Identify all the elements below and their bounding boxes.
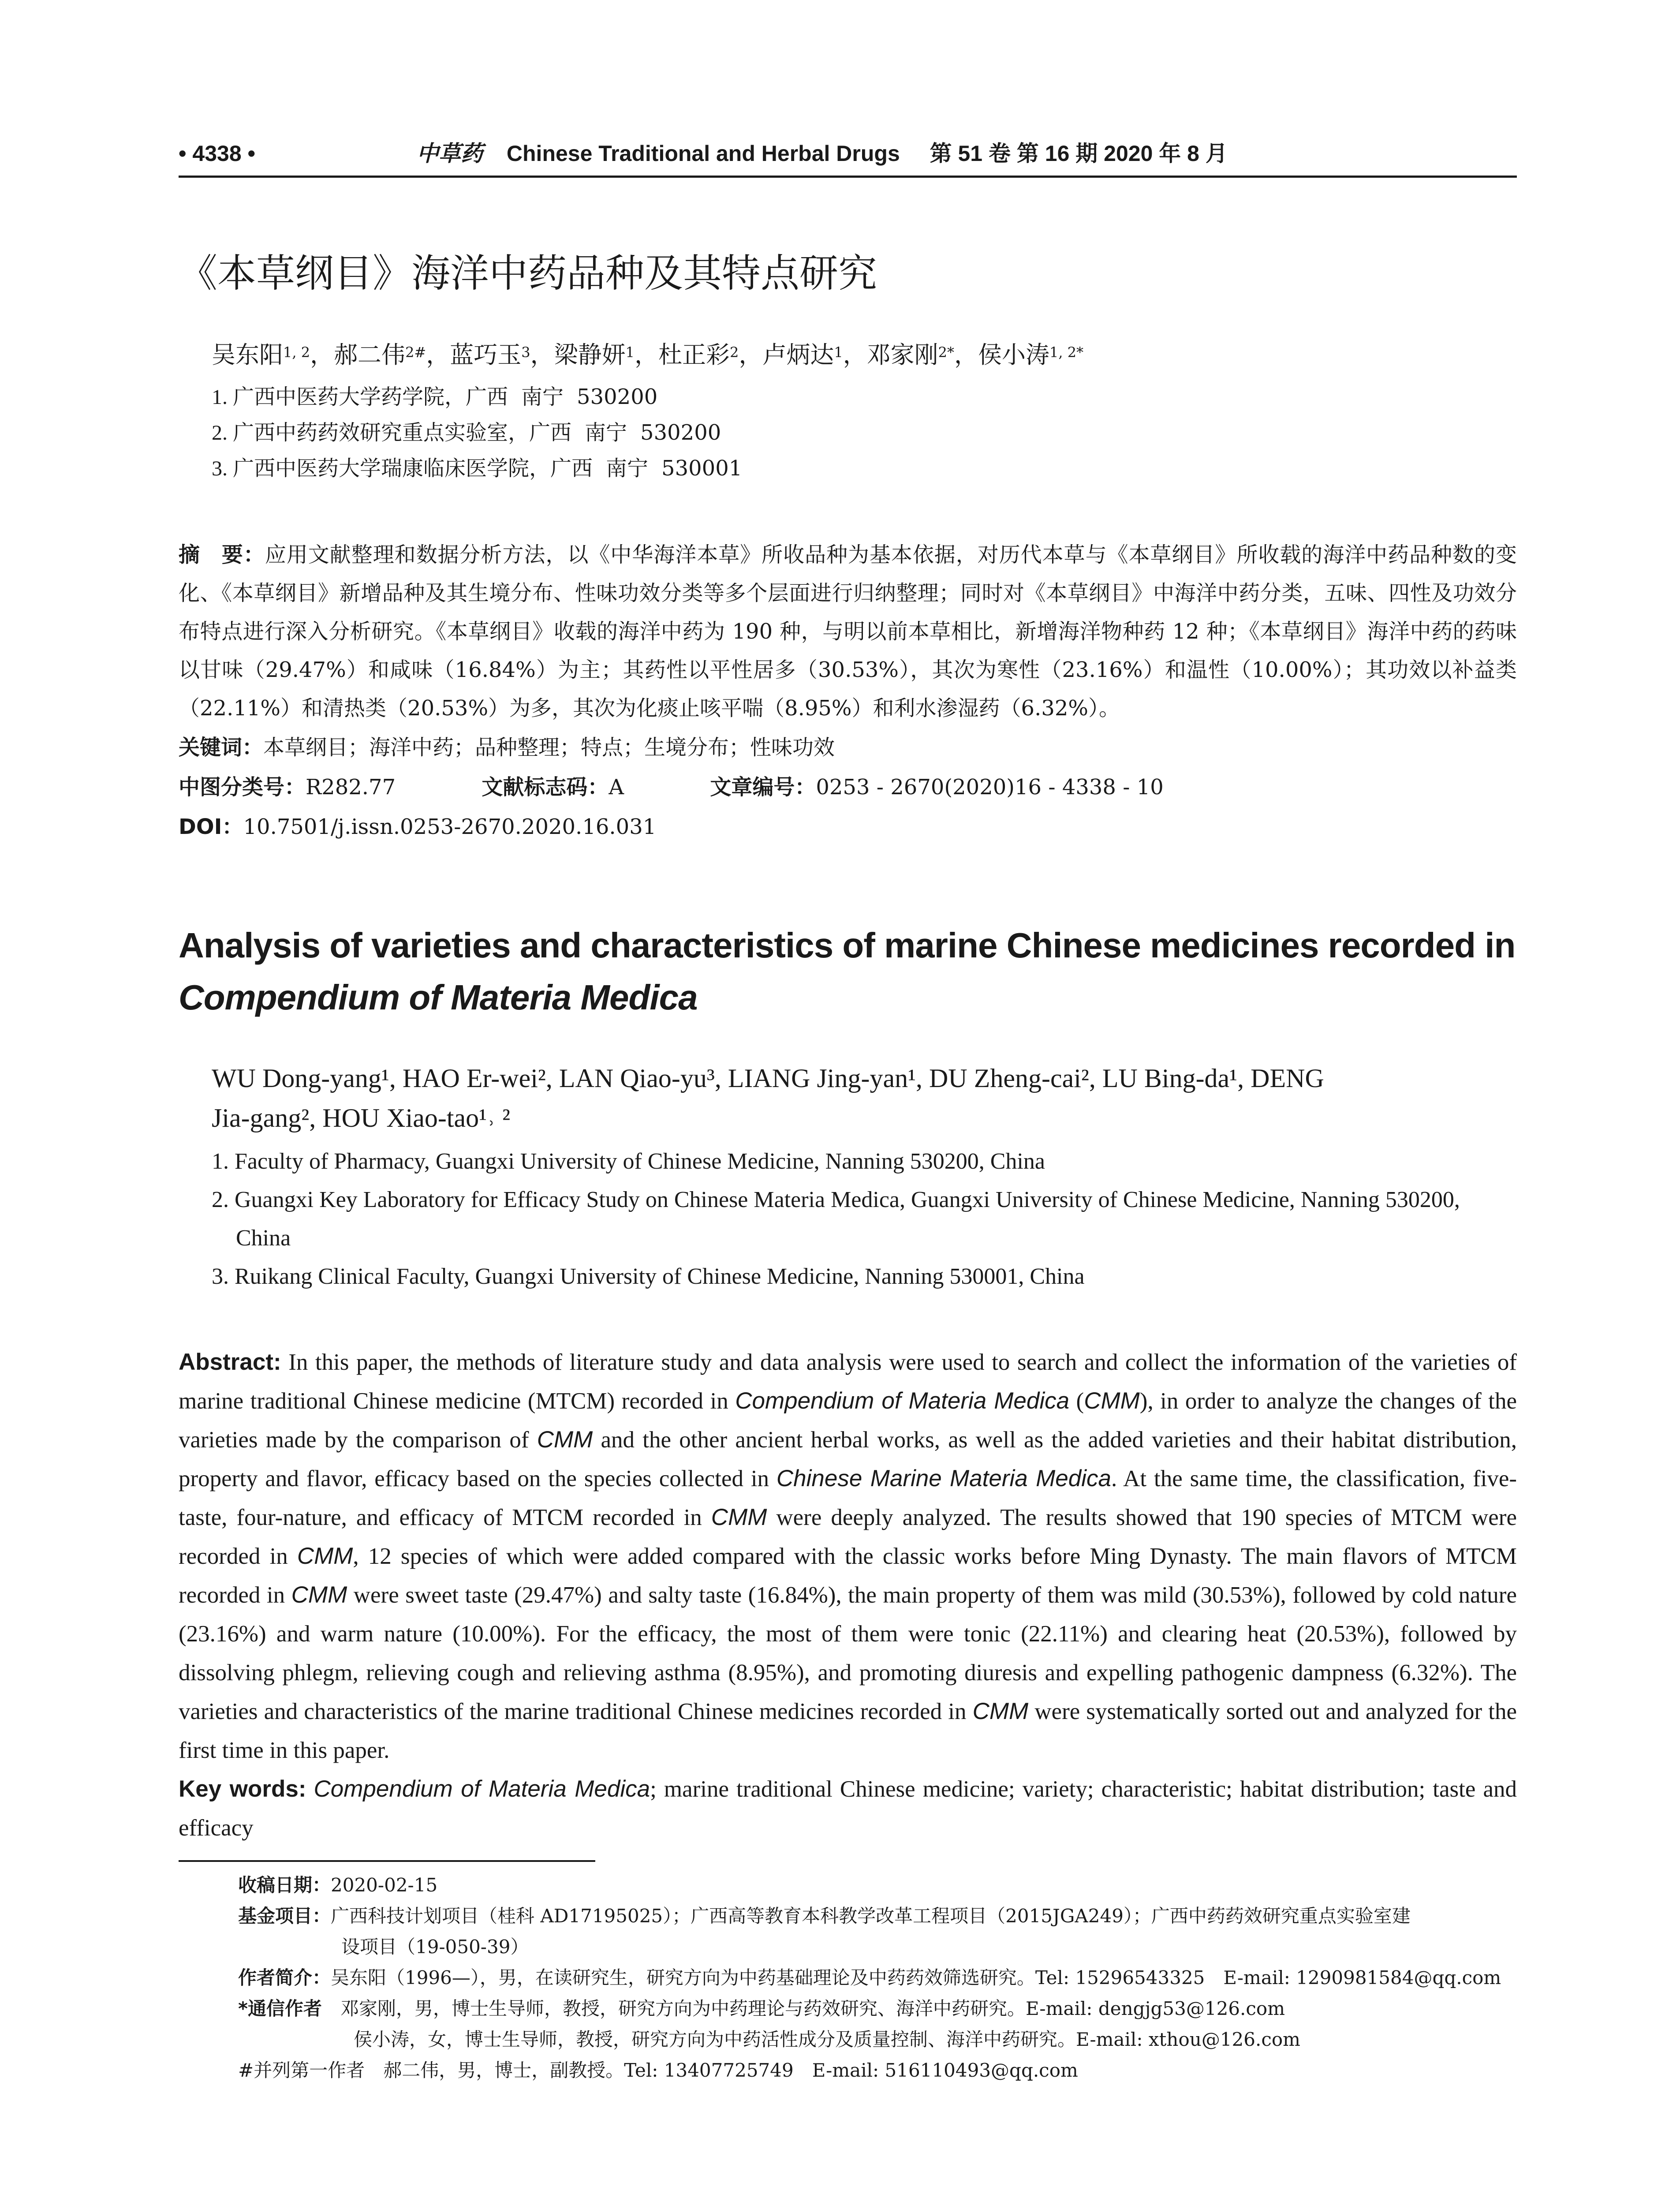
corresponding-author	[238, 1993, 1517, 2024]
fund	[238, 1901, 1517, 1932]
classification-row	[179, 767, 1517, 807]
co-first-author	[238, 2055, 1517, 2086]
author-cn-name: 梁静妍	[554, 341, 626, 369]
abstract-en-text: and the other ancient herbal works, as well as the added varieties and their habitat distribution, property and flavor, efficacy based on the species collected in	[179, 1427, 1517, 1491]
affiliation-cn	[212, 415, 1517, 451]
author-cn-affil: 3	[521, 344, 530, 361]
abstract-en-italic: CMM	[711, 1504, 767, 1530]
keywords-cn-text: 本草纲目；海洋中药；品种整理；特点；生境分布；性味功效	[263, 735, 835, 760]
affiliation-cn-num: 1.	[212, 385, 228, 409]
journal-name-en: Chinese Traditional and Herbal Drugs	[506, 141, 900, 166]
corr-label: *通信作者	[238, 1998, 322, 2019]
affiliation-cn-city: 南宁	[521, 385, 564, 409]
corr-value-2: 侯小涛，女，博士生导师，教授，研究方向为中药活性成分及质量控制、海洋中药研究。E-mail: xthou@126.com	[354, 2029, 1300, 2050]
cofirst-label: #并列第一作者	[238, 2059, 365, 2081]
author-cn-affil: 1, 2	[283, 344, 310, 361]
affiliation-cn-num: 2.	[212, 421, 228, 445]
keywords-cn	[179, 728, 1517, 767]
author-bio	[238, 1962, 1517, 1993]
keywords-en-italic: Compendium of Materia Medica	[314, 1776, 650, 1802]
doc-code-label: 文献标志码：	[482, 775, 609, 800]
author-cn-affil: 2	[729, 344, 739, 361]
received-value: 2020-02-15	[331, 1874, 438, 1896]
affiliation-cn-code: 530200	[640, 420, 721, 445]
keywords-en	[179, 1770, 1517, 1847]
keywords-cn-label: 关键词：	[179, 735, 264, 760]
article-no-value: 0253 - 2670(2020)16 - 4338 - 10	[816, 775, 1164, 800]
author-cn-name: 吴东阳	[212, 341, 283, 369]
author-cn	[762, 341, 843, 369]
affiliation-en: 1. Faculty of Pharmacy, Guangxi University of Chinese Medicine, Nanning 530200, China	[212, 1149, 1045, 1174]
author-cn-affil: 2#	[405, 344, 426, 361]
abstract-en-italic: CMM	[1084, 1388, 1140, 1414]
author-cn-affil: 1	[625, 344, 635, 361]
abstract-en-text: , 12 species of which were added compared with the classic works before Ming Dynasty. The main flavors of MTCM recorded in	[179, 1544, 1517, 1608]
journal-name-cn: 中草药	[417, 140, 483, 166]
title-en-line1: Analysis of varieties and characteristics of marine Chinese medicines recorded in	[179, 926, 1516, 965]
affiliation-cn-code: 530200	[577, 385, 658, 409]
affiliation-cn-city: 南宁	[606, 456, 649, 481]
received-date	[238, 1870, 1517, 1901]
affiliation-en: 3. Ruikang Clinical Faculty, Guangxi University of Chinese Medicine, Nanning 530001, China	[212, 1264, 1085, 1289]
fund-line2: 设项目（19-050-39）	[341, 1936, 529, 1958]
author-cn	[212, 341, 310, 369]
abstract-cn-body	[179, 536, 1517, 728]
journal-name	[417, 131, 1228, 176]
page-number: • 4338 •	[179, 141, 256, 166]
affiliation-en: 2. Guangxi Key Laboratory for Efficacy Study on Chinese Materia Medica, Guangxi University of Chinese Medicine, Nanning 530200, China	[212, 1187, 1460, 1251]
clc-label: 中图分类号：	[179, 775, 306, 800]
affiliation-cn-code: 530001	[661, 456, 743, 481]
article-no-label: 文章编号：	[710, 775, 816, 800]
author-cn	[450, 341, 530, 369]
corr-value-1: 邓家刚，男，博士生导师，教授，研究方向为中药理论与药效研究、海洋中药研究。E-mail: dengjg53@126.com	[340, 1998, 1285, 2019]
affiliation-cn-text: 广西中医药大学瑞康临床医学院，广西	[233, 456, 593, 481]
clc-value: R282.77	[306, 775, 396, 800]
keywords-en-label: Key words:	[179, 1776, 306, 1802]
bio-label: 作者简介：	[238, 1967, 331, 1988]
footnotes	[238, 1870, 1517, 2086]
abstract-en	[179, 1343, 1517, 1847]
abstract-cn	[179, 536, 1517, 847]
abstract-en-italic: Chinese Marine Materia Medica	[776, 1465, 1111, 1491]
abstract-en-text: In this paper, the methods of literature study and data analysis were used to search and collect the information of the varieties of marine traditional Chinese medicine (MTCM) recorded in	[179, 1349, 1517, 1414]
abstract-en-italic: CMM	[537, 1427, 593, 1453]
affiliation-cn	[212, 379, 1517, 415]
title-en	[179, 919, 1517, 1024]
authors-en-line1: WU Dong-yang¹, HAO Er-wei², LAN Qiao-yu³, LIANG Jing-yan¹, DU Zheng-cai², LU Bing-da¹, DENG	[212, 1064, 1324, 1093]
author-cn	[658, 341, 739, 369]
author-cn-name: 邓家刚	[866, 341, 938, 369]
abstract-cn-label: 摘 要：	[179, 542, 265, 567]
abstract-en-text: were deeply analyzed. The results showed that 190 species of MTCM were recorded in	[179, 1505, 1517, 1569]
doi-label: DOI：	[179, 815, 243, 839]
fund-line1: 广西科技计划项目（桂科 AD17195025）；广西高等教育本科教学改革工程项目（2015JGA249）；广西中药药效研究重点实验室建	[331, 1905, 1411, 1927]
author-cn-name: 侯小涛	[978, 341, 1050, 369]
author-cn-name: 杜正彩	[658, 341, 730, 369]
author-cn-name: 卢炳达	[762, 341, 834, 369]
abstract-en-italic: CMM	[972, 1698, 1029, 1724]
affiliation-cn	[212, 451, 1517, 486]
abstract-en-italic: CMM	[297, 1543, 353, 1569]
doc-code-value: A	[609, 775, 624, 800]
abstract-en-italic: Compendium of Materia Medica	[735, 1388, 1070, 1414]
received-label: 收稿日期：	[238, 1874, 331, 1896]
author-cn-affil: 2*	[938, 344, 955, 361]
affiliations-en	[212, 1142, 1517, 1296]
bio-value: 吴东阳（1996—），男，在读研究生，研究方向为中药基础理论及中药药效筛选研究。Tel: 15296543325 E-mail: 1290981584@qq.com	[331, 1967, 1501, 1988]
author-cn-affil: 1, 2*	[1049, 344, 1084, 361]
abstract-en-text: were systematically sorted out and analyzed for the first time in this paper.	[179, 1699, 1517, 1763]
title-cn: 《本草纲目》海洋中药品种及其特点研究	[179, 250, 877, 296]
keywords-en-text: ; marine traditional Chinese medicine; variety; characteristic; habitat distribution; taste and efficacy	[179, 1776, 1517, 1841]
authors-cn: 吴东阳$^{1, 2}$，郝二伟$^{2\#}$，蓝巧玉$^3$，梁静妍$^1$，杜正彩$^2$，卢炳达$^1$，邓家刚$^{2*}$，侯小涛$^{1, 2*}$	[212, 341, 1084, 369]
affiliation-cn-num: 3.	[212, 457, 228, 480]
journal-issue: 第 51 卷 第 16 期 2020 年 8 月	[930, 141, 1228, 166]
affiliation-cn-text: 广西中药药效研究重点实验室，广西	[233, 420, 572, 445]
affiliation-cn-text: 广西中医药大学药学院，广西	[233, 385, 508, 409]
abstract-en-text: (	[1069, 1388, 1084, 1414]
title-en-line2: Compendium of Materia Medica	[179, 978, 698, 1017]
abstract-en-text: . At the same time, the classification, five-taste, four-nature, and efficacy of MTCM recorded in	[179, 1466, 1517, 1530]
doi-value: 10.7501/j.issn.0253-2670.2020.16.031	[243, 815, 657, 839]
abstract-en-text: ), in order to analyze the changes of the varieties made by the comparison of	[179, 1388, 1517, 1453]
abstract-en-text: were sweet taste (29.47%) and salty taste (16.84%), the main property of them was mild (30.53%), followed by cold nature (23.16%) and warm nature (10.00%). For the efficacy, the most of them were tonic (22.11%) and clearing heat (20.53%), followed by dissolving phlegm, relieving cough and relieving asthma (8.95%), and promoting diuresis and expelling pathogenic dampness (6.32%). The varieties and characteristics of the marine traditional Chinese medicines recorded in	[179, 1582, 1517, 1724]
authors-en	[212, 1058, 1517, 1138]
author-cn	[867, 341, 954, 369]
running-header	[179, 131, 1517, 178]
author-cn-affil: 1	[834, 344, 843, 361]
doi-row	[179, 807, 1517, 847]
affiliation-cn-city: 南宁	[585, 420, 627, 445]
footnote-divider	[179, 1860, 595, 1862]
author-cn	[334, 341, 426, 369]
abstract-en-label: Abstract:	[179, 1349, 281, 1375]
abstract-en-body	[179, 1343, 1517, 1770]
affiliations-cn	[212, 379, 1517, 486]
abstract-en-italic: CMM	[291, 1582, 347, 1608]
cofirst-value: 郝二伟，男，博士，副教授。Tel: 13407725749 E-mail: 516110493@qq.com	[383, 2059, 1078, 2081]
authors-en-line2: Jia-gang², HOU Xiao-tao¹˒ ²	[212, 1103, 511, 1132]
author-cn	[978, 341, 1083, 369]
abstract-cn-text: 应用文献整理和数据分析方法，以《中华海洋本草》所收品种为基本依据，对历代本草与《本草纲目》所收载的海洋中药品种数的变化、《本草纲目》新增品种及其生境分布、性味功效分类等多个层面进行归纳整理；同时对《本草纲目》中海洋中药分类，五味、四性及功效分布特点进行深入分析研究。《本草纲目》收载的海洋中药为 190 种，与明以前本草相比，新增海洋物种药 12 种；《本草纲目》海洋中药的药味以甘味（29.47%）和咸味（16.84%）为主；其药性以平性居多（30.53%），其次为寒性（23.16%）和温性（10.00%）；其功效以补益类（22.11%）和清热类（20.53%）为多，其次为化痰止咳平喘（8.95%）和利水渗湿药（6.32%）。	[179, 542, 1517, 721]
author-cn-name: 郝二伟	[334, 341, 406, 369]
author-cn	[554, 341, 635, 369]
author-cn-name: 蓝巧玉	[450, 341, 522, 369]
fund-label: 基金项目：	[238, 1905, 331, 1927]
